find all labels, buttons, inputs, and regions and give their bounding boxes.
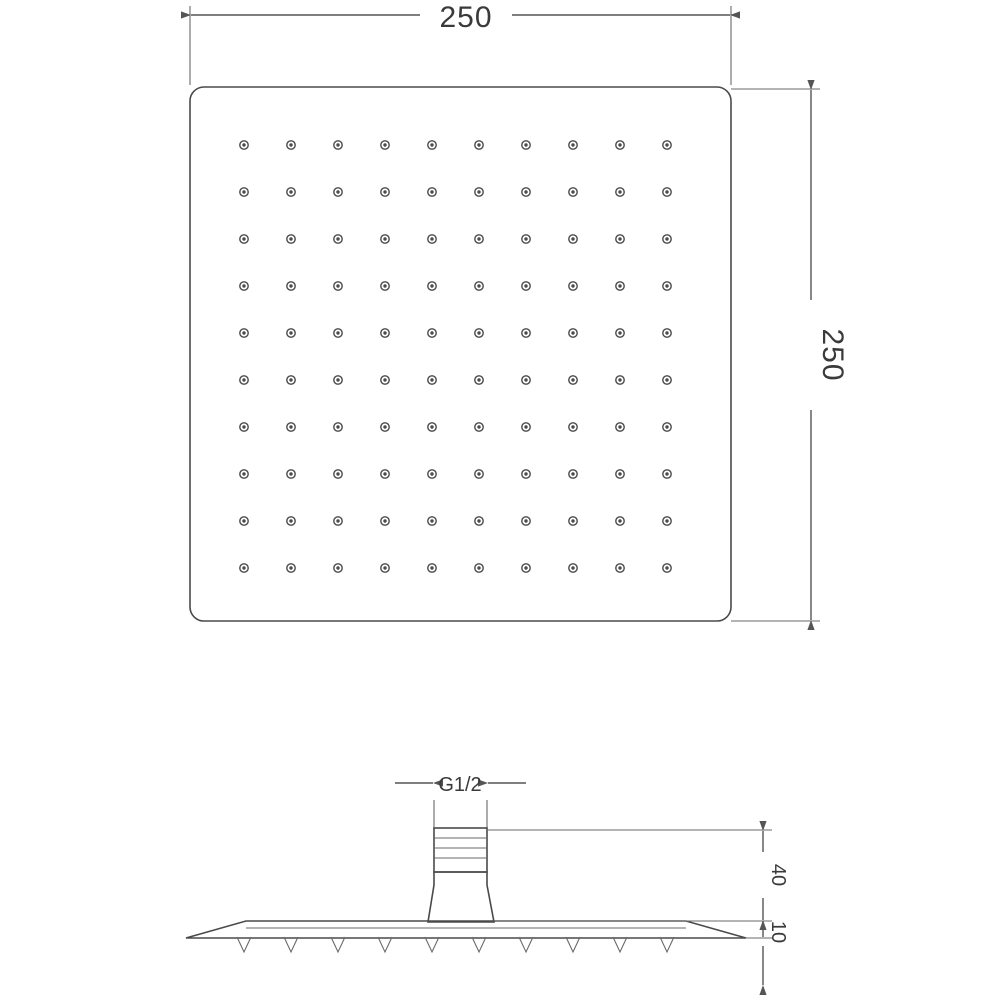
nozzle-center bbox=[477, 237, 480, 240]
spray-tooth bbox=[425, 937, 439, 952]
nozzle-center bbox=[383, 378, 386, 381]
spray-tooth bbox=[519, 937, 533, 952]
spray-tooth bbox=[237, 937, 251, 952]
nozzle-center bbox=[242, 566, 245, 569]
nozzle-center bbox=[477, 519, 480, 522]
head-plate-profile bbox=[186, 921, 746, 938]
nozzle-center bbox=[430, 284, 433, 287]
nozzle-center bbox=[618, 237, 621, 240]
nozzle-center bbox=[383, 519, 386, 522]
nozzle-center bbox=[665, 237, 668, 240]
nozzle-center bbox=[524, 190, 527, 193]
nozzle-center bbox=[336, 143, 339, 146]
nozzle-center bbox=[665, 190, 668, 193]
nozzle-center bbox=[618, 331, 621, 334]
nozzle-center bbox=[430, 190, 433, 193]
nozzle-center bbox=[618, 566, 621, 569]
nozzle-center bbox=[524, 284, 527, 287]
spray-tooth bbox=[284, 937, 298, 952]
nozzle-center bbox=[618, 425, 621, 428]
nozzle-center bbox=[524, 566, 527, 569]
nozzle-center bbox=[477, 472, 480, 475]
dim-label-width: 250 bbox=[439, 1, 493, 34]
nozzle-center bbox=[618, 519, 621, 522]
top-view-group bbox=[190, 1, 849, 621]
nozzle-center bbox=[289, 331, 292, 334]
inlet-thread-block bbox=[434, 828, 487, 872]
nozzle-center bbox=[477, 566, 480, 569]
nozzle-center bbox=[383, 331, 386, 334]
nozzle-center bbox=[524, 143, 527, 146]
nozzle-center bbox=[289, 472, 292, 475]
nozzle-center bbox=[571, 143, 574, 146]
nozzle-center bbox=[336, 472, 339, 475]
nozzle-center bbox=[665, 284, 668, 287]
nozzle-center bbox=[383, 237, 386, 240]
nozzle-center bbox=[336, 378, 339, 381]
nozzle-center bbox=[665, 331, 668, 334]
nozzle-center bbox=[571, 190, 574, 193]
nozzle-center bbox=[665, 566, 668, 569]
nozzle-center bbox=[242, 425, 245, 428]
nozzle-center bbox=[242, 331, 245, 334]
nozzle-center bbox=[242, 284, 245, 287]
nozzle-center bbox=[242, 519, 245, 522]
nozzle-center bbox=[242, 472, 245, 475]
nozzle-center bbox=[477, 378, 480, 381]
spray-teeth-row bbox=[237, 937, 674, 952]
shower-face-plate bbox=[190, 87, 731, 621]
nozzle-center bbox=[571, 237, 574, 240]
nozzle-center bbox=[524, 378, 527, 381]
nozzle-center bbox=[430, 237, 433, 240]
nozzle-center bbox=[665, 472, 668, 475]
nozzle-center bbox=[336, 566, 339, 569]
nozzle-center bbox=[430, 378, 433, 381]
nozzle-center bbox=[430, 425, 433, 428]
nozzle-center bbox=[524, 237, 527, 240]
nozzle-center bbox=[289, 143, 292, 146]
nozzle-center bbox=[524, 472, 527, 475]
nozzle-center bbox=[289, 566, 292, 569]
nozzle-center bbox=[242, 378, 245, 381]
nozzle-center bbox=[665, 425, 668, 428]
spray-tooth bbox=[566, 937, 580, 952]
nozzle-center bbox=[430, 472, 433, 475]
nozzle-center bbox=[571, 519, 574, 522]
nozzle-center bbox=[336, 425, 339, 428]
nozzle-center bbox=[336, 331, 339, 334]
nozzle-center bbox=[383, 284, 386, 287]
spray-tooth bbox=[378, 937, 392, 952]
spray-tooth bbox=[613, 937, 627, 952]
nozzle-center bbox=[289, 190, 292, 193]
nozzle-center bbox=[571, 472, 574, 475]
nozzle-center bbox=[383, 425, 386, 428]
nozzle-center bbox=[383, 472, 386, 475]
nozzle-center bbox=[618, 190, 621, 193]
nozzle-center bbox=[618, 143, 621, 146]
nozzle-center bbox=[477, 143, 480, 146]
nozzle-center bbox=[618, 284, 621, 287]
inlet-neck bbox=[428, 872, 494, 922]
nozzle-center bbox=[571, 378, 574, 381]
nozzle-center bbox=[383, 566, 386, 569]
nozzle-center bbox=[430, 331, 433, 334]
nozzle-center bbox=[477, 284, 480, 287]
nozzle-center bbox=[665, 519, 668, 522]
nozzle-center bbox=[289, 284, 292, 287]
nozzle-center bbox=[477, 190, 480, 193]
nozzle-center bbox=[383, 190, 386, 193]
nozzle-center bbox=[571, 284, 574, 287]
nozzle-center bbox=[336, 190, 339, 193]
nozzle-center bbox=[289, 237, 292, 240]
nozzle-center bbox=[336, 237, 339, 240]
nozzle-grid bbox=[240, 141, 671, 572]
nozzle-center bbox=[289, 425, 292, 428]
nozzle-center bbox=[524, 331, 527, 334]
nozzle-center bbox=[618, 472, 621, 475]
nozzle-center bbox=[524, 519, 527, 522]
nozzle-center bbox=[665, 143, 668, 146]
nozzle-center bbox=[242, 190, 245, 193]
nozzle-center bbox=[571, 331, 574, 334]
dim-label-plate-thickness: 10 bbox=[767, 920, 789, 944]
nozzle-center bbox=[477, 331, 480, 334]
spray-tooth bbox=[331, 937, 345, 952]
nozzle-center bbox=[242, 237, 245, 240]
nozzle-center bbox=[477, 425, 480, 428]
nozzle-center bbox=[430, 566, 433, 569]
nozzle-center bbox=[618, 378, 621, 381]
nozzle-center bbox=[571, 425, 574, 428]
nozzle-center bbox=[430, 143, 433, 146]
nozzle-center bbox=[430, 519, 433, 522]
nozzle-center bbox=[336, 519, 339, 522]
side-view-group bbox=[186, 774, 789, 985]
nozzle-center bbox=[383, 143, 386, 146]
nozzle-center bbox=[242, 143, 245, 146]
nozzle-center bbox=[665, 378, 668, 381]
spray-tooth bbox=[472, 937, 486, 952]
spray-tooth bbox=[660, 937, 674, 952]
dim-label-height: 250 bbox=[816, 328, 849, 382]
dim-label-thread: G1/2 bbox=[438, 774, 482, 796]
nozzle-center bbox=[336, 284, 339, 287]
dim-label-inlet-length: 40 bbox=[767, 863, 789, 887]
nozzle-center bbox=[571, 566, 574, 569]
nozzle-center bbox=[289, 519, 292, 522]
nozzle-center bbox=[524, 425, 527, 428]
nozzle-center bbox=[289, 378, 292, 381]
